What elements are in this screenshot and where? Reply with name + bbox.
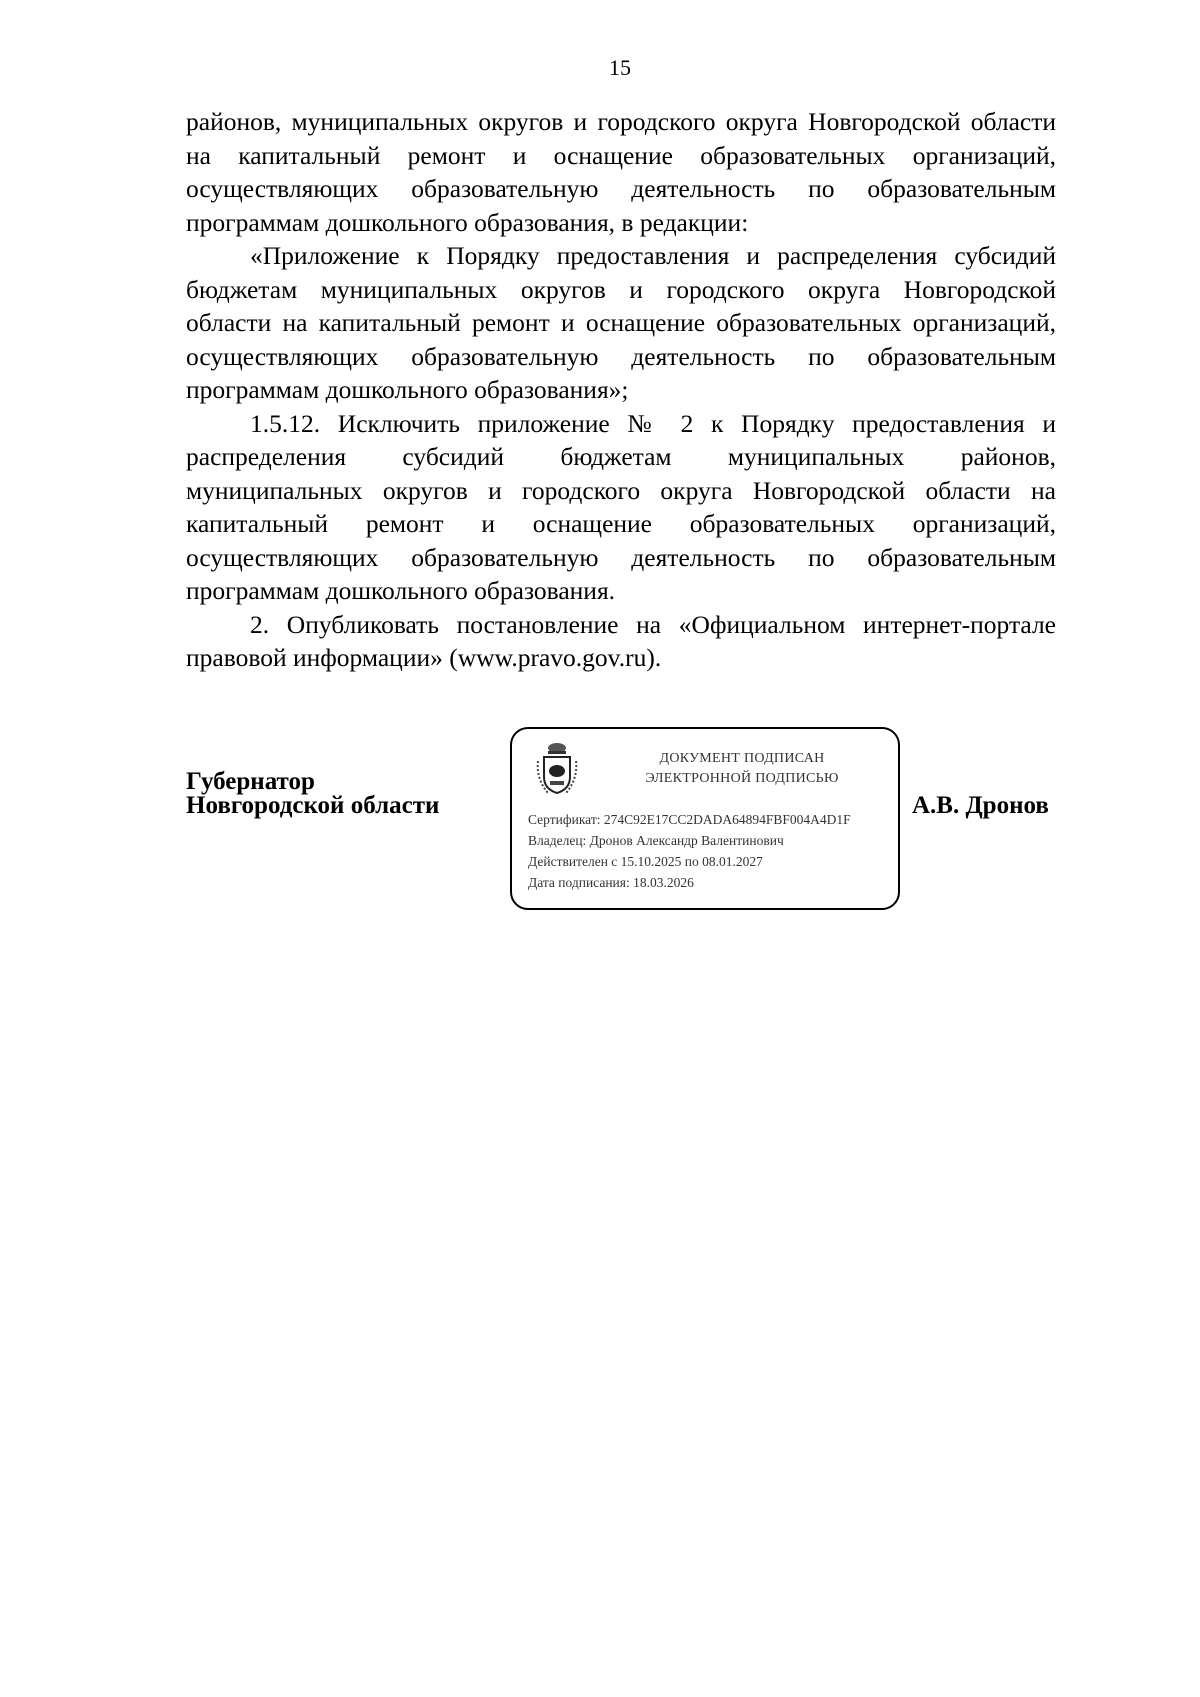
position-line: Губернатор (186, 768, 315, 795)
text-line: осуществляющих образовательную деятельность по образовательным (186, 174, 1056, 203)
coat-of-arms-icon (534, 741, 580, 801)
stamp-title: ДОКУМЕНТ ПОДПИСАН (659, 751, 825, 766)
certificate-validity: Действителен с 15.10.2025 по 08.01.2027 (528, 854, 763, 869)
text-line: области на капитальный ремонт и оснащение образовательных организаций, (186, 308, 1056, 337)
paragraph (186, 407, 1056, 608)
signing-date: Дата подписания: 18.03.2026 (528, 875, 694, 890)
paragraph (186, 239, 1056, 407)
text-line: районов, муниципальных округов и городского округа Новгородской области (186, 107, 1056, 136)
page-number: 15 (609, 55, 631, 80)
text-line: программам дошкольного образования»; (186, 375, 629, 404)
paragraph (186, 105, 1056, 239)
text-line: 1.5.12. Исключить приложение № 2 к Порядку предоставления и (250, 408, 1056, 438)
text-line: 2. Опубликовать постановление на «Официальном интернет-портале (250, 609, 1056, 639)
text-line: капитальный ремонт и оснащение образовательных организаций, (186, 509, 1056, 538)
text-line: осуществляющих образовательную деятельность по образовательным (186, 341, 1056, 371)
text-line: распределения субсидий бюджетам муниципальных районов, (186, 442, 1056, 471)
certificate-owner: Владелец: Дронов Александр Валентинович (528, 833, 784, 848)
text-line: программам дошкольного образования. (186, 576, 616, 605)
document-body (186, 105, 1056, 675)
text-line: «Приложение к Порядку предоставления и распределения субсидий (250, 241, 1056, 270)
text-line: правовой информации» (www.pravo.gov.ru). (186, 643, 662, 672)
text-line: на капитальный ремонт и оснащение образовательных организаций, (186, 140, 1056, 170)
electronic-signature-stamp (510, 727, 900, 910)
position-line: Новгородской области (186, 792, 440, 819)
signatory-name: А.В. Дронов (912, 792, 1049, 819)
text-line: программам дошкольного образования, в редакции: (186, 207, 749, 237)
stamp-title: ЭЛЕКТРОННОЙ ПОДПИСЬЮ (645, 771, 839, 786)
certificate-number: Сертификат: 274C92E17CC2DADA64894FBF004A4D1F (528, 812, 851, 827)
text-line: осуществляющих образовательную деятельность по образовательным (186, 542, 1056, 572)
text-line: бюджетам муниципальных округов и городского округа Новгородской (186, 274, 1056, 304)
text-line: муниципальных округов и городского округа Новгородской области на (186, 475, 1056, 505)
signatory-position (186, 770, 439, 818)
paragraph (186, 608, 1056, 675)
